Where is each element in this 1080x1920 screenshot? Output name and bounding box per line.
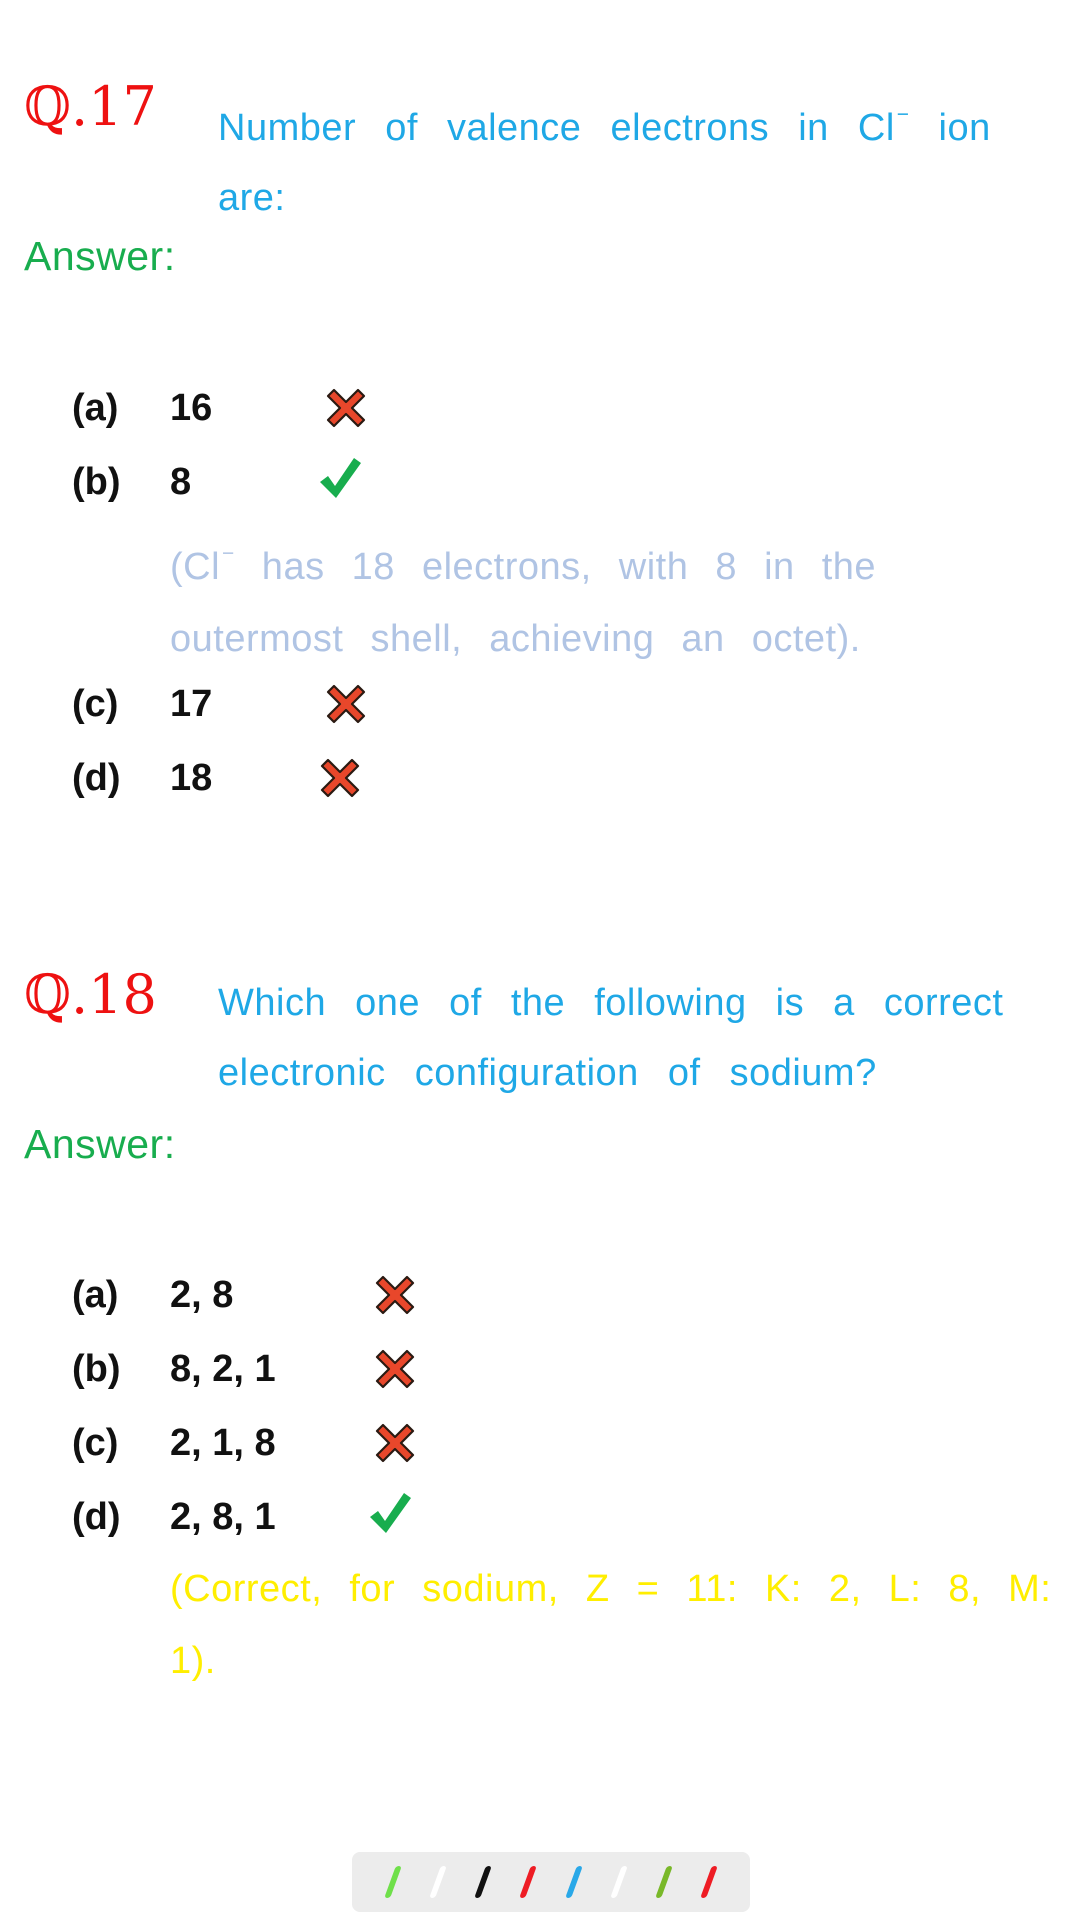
option-value: 2, 8, 1 [170,1495,276,1538]
question-text: Which one of the following is a correct electronic configuration of sodium? [218,982,1004,1094]
question-number: ℚ.17 [24,75,157,138]
option-value: 8 [170,460,192,503]
answer-label: Answer: [24,1121,176,1167]
question-number: ℚ.18 [24,963,157,1026]
option-label: (a) [72,386,119,429]
option-d [72,748,212,808]
check-icon [364,1487,416,1539]
option-value: 8, 2, 1 [170,1347,276,1390]
cross-icon [369,1417,421,1469]
question-text-part: ion are: [218,106,991,219]
option-label: (d) [72,1495,121,1538]
cross-icon [314,752,366,804]
option-c [72,674,212,734]
option-label: (b) [72,460,121,503]
explanation-part: has 18 electrons, with 8 in the outermost shell, achieving an octet). [170,545,877,660]
superscript-minus: − [222,542,235,565]
option-value: 16 [170,386,213,429]
option-label: (d) [72,756,121,799]
option-value: 2, 8 [170,1273,234,1316]
white-pen-icon[interactable] [610,1866,628,1898]
option-label: (a) [72,1273,119,1316]
cross-icon [369,1343,421,1395]
white-pen-icon[interactable] [429,1866,447,1898]
red-pen-icon[interactable] [520,1866,538,1898]
explanation-text: (Correct, for sodium, Z = 11: K: 2, L: 8, M: 1). [170,1568,1052,1682]
option-a [72,378,212,438]
blue-pen-icon[interactable] [565,1866,583,1898]
cross-icon [320,678,372,730]
option-label: (b) [72,1347,121,1390]
option-value: 2, 1, 8 [170,1421,276,1464]
option-value: 17 [170,682,213,725]
option-label: (c) [72,1421,119,1464]
option-label: (c) [72,682,119,725]
option-b [72,1339,276,1399]
question-text-part: Number of valence electrons in Cl [218,106,895,149]
cross-icon [320,382,372,434]
option-d [72,1487,276,1547]
option-b [72,452,191,512]
olive-green-pen-icon[interactable] [655,1866,673,1898]
check-icon [314,452,366,504]
option-value: 18 [170,756,213,799]
black-pen-icon[interactable] [474,1866,492,1898]
cross-icon [369,1269,421,1321]
explanation-text [170,518,1070,675]
option-c [72,1413,276,1473]
red-pen-icon[interactable] [701,1866,719,1898]
explanation-part: (Cl [170,545,221,588]
pen-toolbar [352,1852,750,1912]
question-text [218,80,1018,233]
option-a [72,1265,233,1325]
answer-label: Answer: [24,233,176,279]
superscript-minus: − [896,103,910,126]
green-pen-icon[interactable] [384,1866,402,1898]
